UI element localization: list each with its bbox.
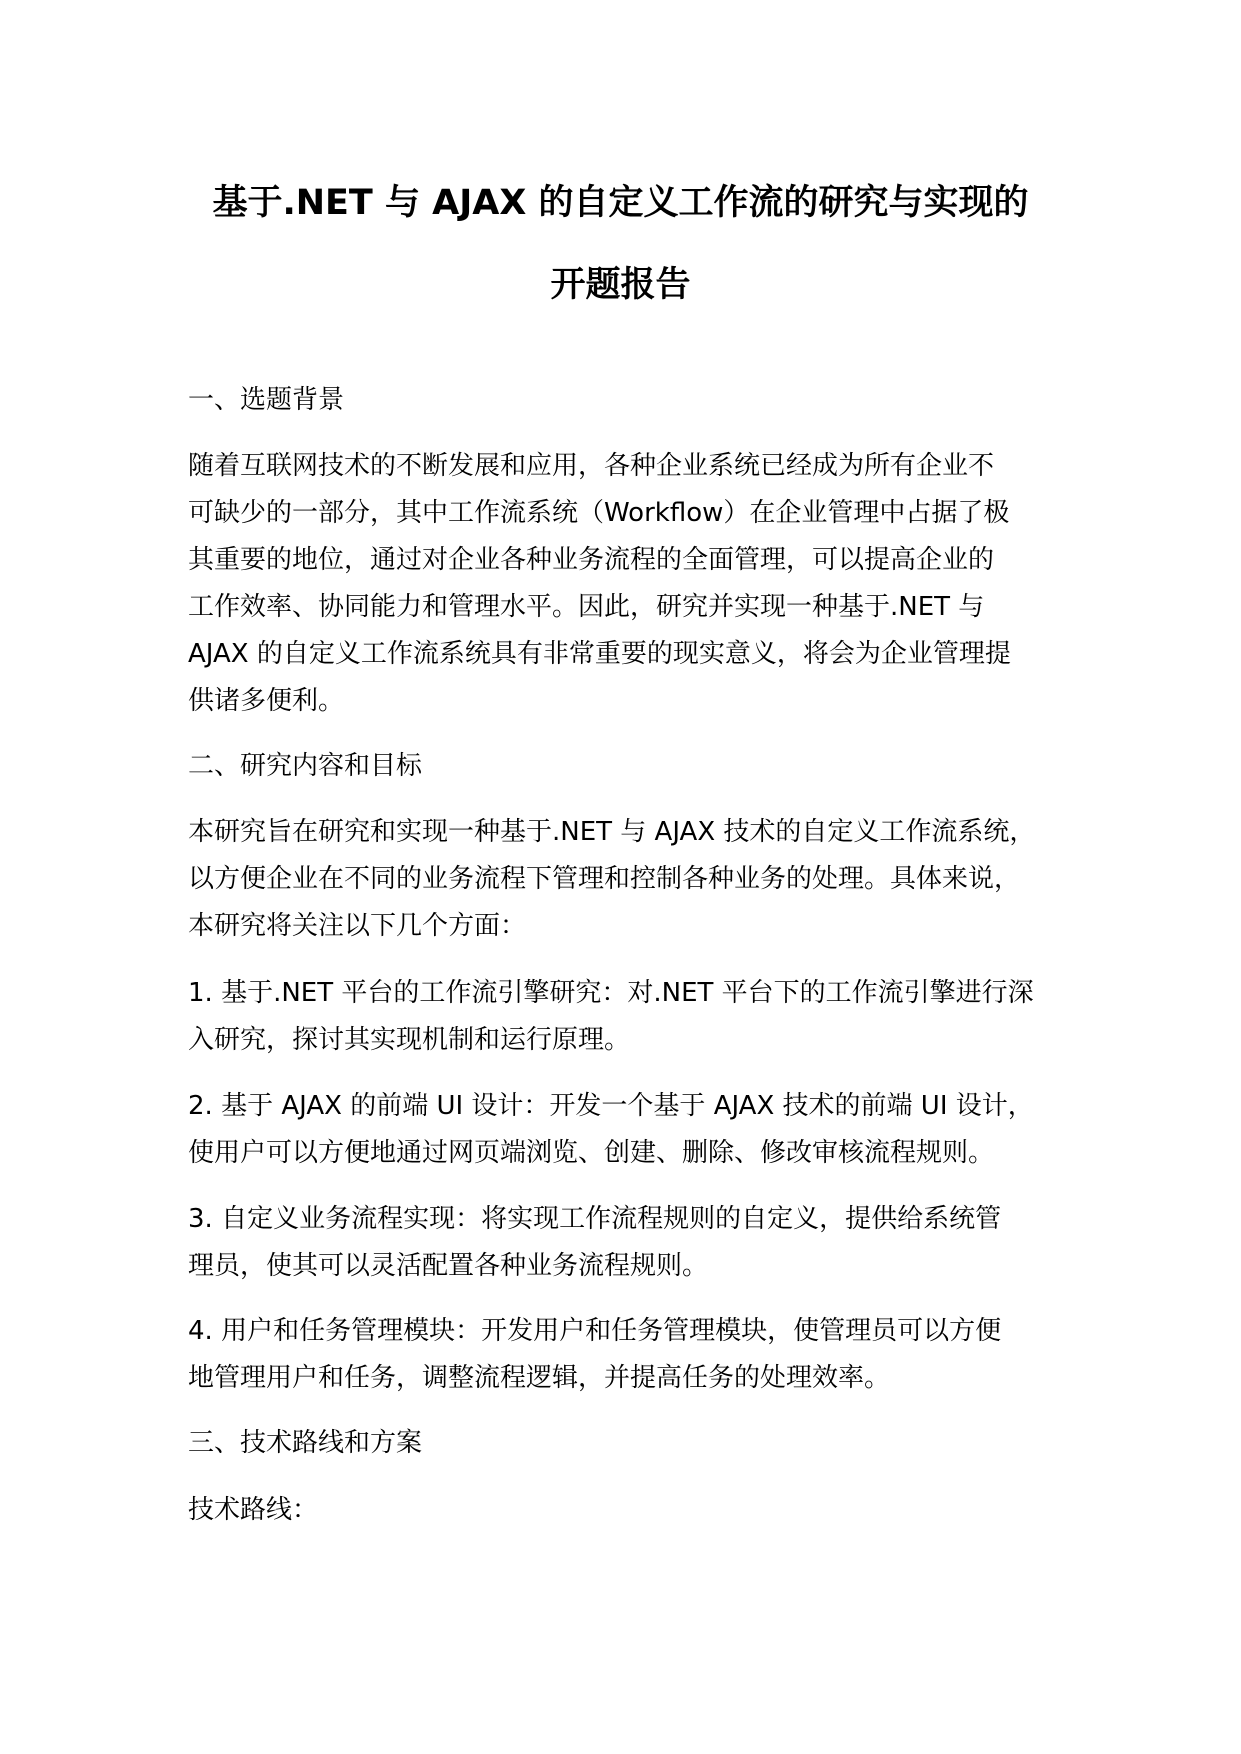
section-heading-background: 一、选题背景 xyxy=(188,385,345,415)
technical-route-label: 技术路线： xyxy=(188,1495,319,1525)
background-paragraph xyxy=(188,443,1088,725)
paragraph-line: 本研究旨在研究和实现一种基于.NET 与 AJAX 技术的自定义工作流系统， xyxy=(188,817,1036,847)
research-item-2 xyxy=(188,1083,1088,1177)
list-item-line: 入研究，探讨其实现机制和运行原理。 xyxy=(188,1025,631,1055)
research-item-4 xyxy=(188,1308,1088,1402)
list-item-line: 2. 基于 AJAX 的前端 UI 设计：开发一个基于 AJAX 技术的前端 UI 设计， xyxy=(188,1091,1034,1121)
research-item-1 xyxy=(188,970,1088,1064)
list-item-line: 地管理用户和任务，调整流程逻辑，并提高任务的处理效率。 xyxy=(188,1363,891,1393)
list-item-line: 4. 用户和任务管理模块：开发用户和任务管理模块，使管理员可以方便 xyxy=(188,1316,1002,1346)
list-item-line: 3. 自定义业务流程实现：将实现工作流程规则的自定义，提供给系统管 xyxy=(188,1204,1002,1234)
research-item-3 xyxy=(188,1196,1088,1290)
list-item-line: 1. 基于.NET 平台的工作流引擎研究：对.NET 平台下的工作流引擎进行深 xyxy=(188,978,1034,1008)
document-title-line-1: 基于.NET 与 AJAX 的自定义工作流的研究与实现的 xyxy=(212,183,1029,223)
paragraph-line: 其重要的地位，通过对企业各种业务流程的全面管理，可以提高企业的 xyxy=(188,545,995,575)
paragraph-line: 本研究将关注以下几个方面： xyxy=(188,911,527,941)
research-intro-paragraph xyxy=(188,809,1088,950)
section-heading-research-content: 二、研究内容和目标 xyxy=(188,751,423,781)
section-heading-technical-route: 三、技术路线和方案 xyxy=(188,1428,423,1458)
paragraph-line: 以方便企业在不同的业务流程下管理和控制各种业务的处理。具体来说， xyxy=(188,864,1021,894)
paragraph-line: AJAX 的自定义工作流系统具有非常重要的现实意义，将会为企业管理提 xyxy=(188,639,1011,669)
paragraph-line: 供诸多便利。 xyxy=(188,686,345,716)
list-item-line: 使用户可以方便地通过网页端浏览、创建、删除、修改审核流程规则。 xyxy=(188,1138,995,1168)
paragraph-line: 工作效率、协同能力和管理水平。因此，研究并实现一种基于.NET 与 xyxy=(188,592,985,622)
paragraph-line: 可缺少的一部分，其中工作流系统（Workflow）在企业管理中占据了极 xyxy=(188,498,1010,528)
paragraph-line: 随着互联网技术的不断发展和应用，各种企业系统已经成为所有企业不 xyxy=(188,451,995,481)
list-item-line: 理员，使其可以灵活配置各种业务流程规则。 xyxy=(188,1251,709,1281)
document-title-line-2: 开题报告 xyxy=(550,265,691,305)
